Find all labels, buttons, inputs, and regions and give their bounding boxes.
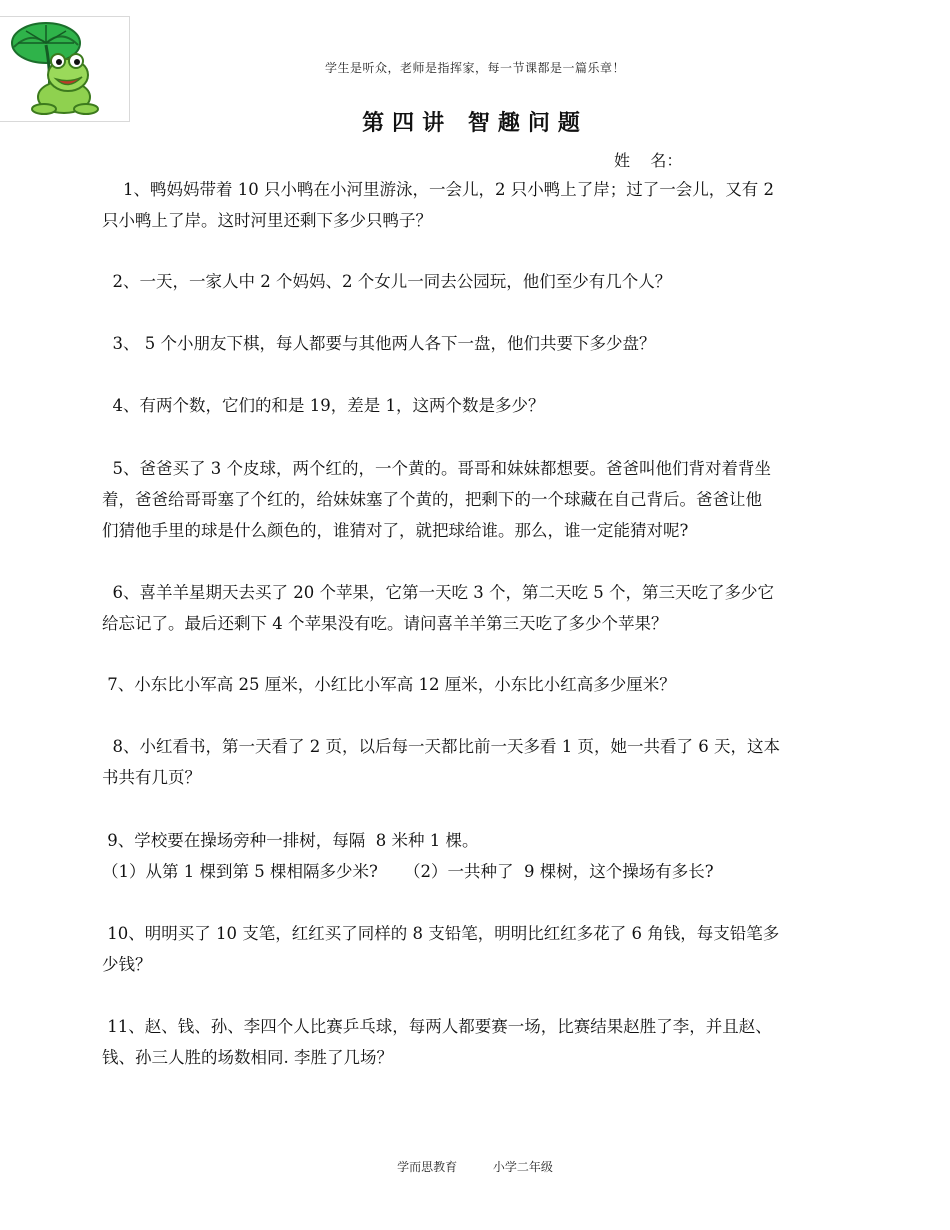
question-line: 着，爸爸给哥哥塞了个红的，给妹妹塞了个黄的，把剩下的一个球藏在自己背后。爸爸让他	[102, 490, 762, 509]
page-title: 第四讲 智趣问题	[362, 111, 588, 136]
question-1	[102, 174, 850, 236]
question-4	[102, 390, 850, 421]
question-line: 11、赵、钱、孙、李四个人比赛乒乓球，每两人都要赛一场，比赛结果赵胜了李，并且赵、	[102, 1017, 772, 1036]
footer-grade: 小学二年级	[492, 1160, 553, 1174]
footer	[0, 1158, 950, 1175]
question-line: 只小鸭上了岸。这时河里还剩下多少只鸭子？	[102, 211, 432, 230]
question-11	[102, 1011, 850, 1073]
question-3	[102, 328, 850, 359]
question-line: 1、鸭妈妈带着 10 只小鸭在小河里游泳，一会儿，2 只小鸭上了岸；过了一会儿，又有 2	[102, 180, 774, 199]
question-10	[102, 918, 850, 980]
question-line: 7、小东比小军高 25 厘米，小红比小军高 12 厘米，小东比小红高多少厘米？	[102, 675, 676, 694]
question-line: 书共有几页？	[102, 768, 201, 787]
header-motto: 学生是听众，老师是指挥家，每一节课都是一篇乐章！	[324, 61, 625, 75]
question-line: 2、一天，一家人中 2 个妈妈、2 个女儿一同去公园玩，他们至少有几个人？	[102, 272, 672, 291]
question-6	[102, 577, 850, 639]
question-2	[102, 266, 850, 297]
question-line: 4、有两个数，它们的和是 19，差是 1，这两个数是多少？	[102, 396, 545, 415]
question-8	[102, 731, 850, 793]
question-5	[102, 453, 850, 546]
question-7	[102, 669, 850, 700]
question-line: 6、喜羊羊星期天去买了 20 个苹果，它第一天吃 3 个，第二天吃 5 个，第三天吃了多少它	[102, 583, 774, 602]
question-line: 9、学校要在操场旁种一排树，每隔 8 米种 1 棵。	[102, 831, 479, 850]
question-line: 们猜他手里的球是什么颜色的，谁猜对了，就把球给谁。那么，谁一定能猜对呢?	[102, 521, 689, 540]
name-field-label: 姓 名：	[614, 151, 683, 170]
question-line: 3、 5 个小朋友下棋，每人都要与其他两人各下一盘，他们共要下多少盘？	[102, 334, 656, 353]
question-line: 5、爸爸买了 3 个皮球，两个红的，一个黄的。哥哥和妹妹都想要。爸爸叫他们背对着背坐	[102, 459, 771, 478]
footer-org: 学而思教育	[397, 1160, 458, 1174]
question-line: 10、明明买了 10 支笔，红红买了同样的 8 支铅笔，明明比红红多花了 6 角钱，每支铅笔多	[102, 924, 780, 943]
question-9	[102, 825, 850, 887]
question-line: （1）从第 1 棵到第 5 棵相隔多少米? （2）一共种了 9 棵树，这个操场有多长?	[102, 862, 714, 881]
question-line: 少钱？	[102, 955, 152, 974]
question-line: 钱、孙三人胜的场数相同. 李胜了几场？	[102, 1048, 393, 1067]
question-line: 给忘记了。最后还剩下 4 个苹果没有吃。请问喜羊羊第三天吃了多少个苹果？	[102, 614, 668, 633]
question-line: 8、小红看书，第一天看了 2 页，以后每一天都比前一天多看 1 页，她一共看了 6 天，这本	[102, 737, 780, 756]
